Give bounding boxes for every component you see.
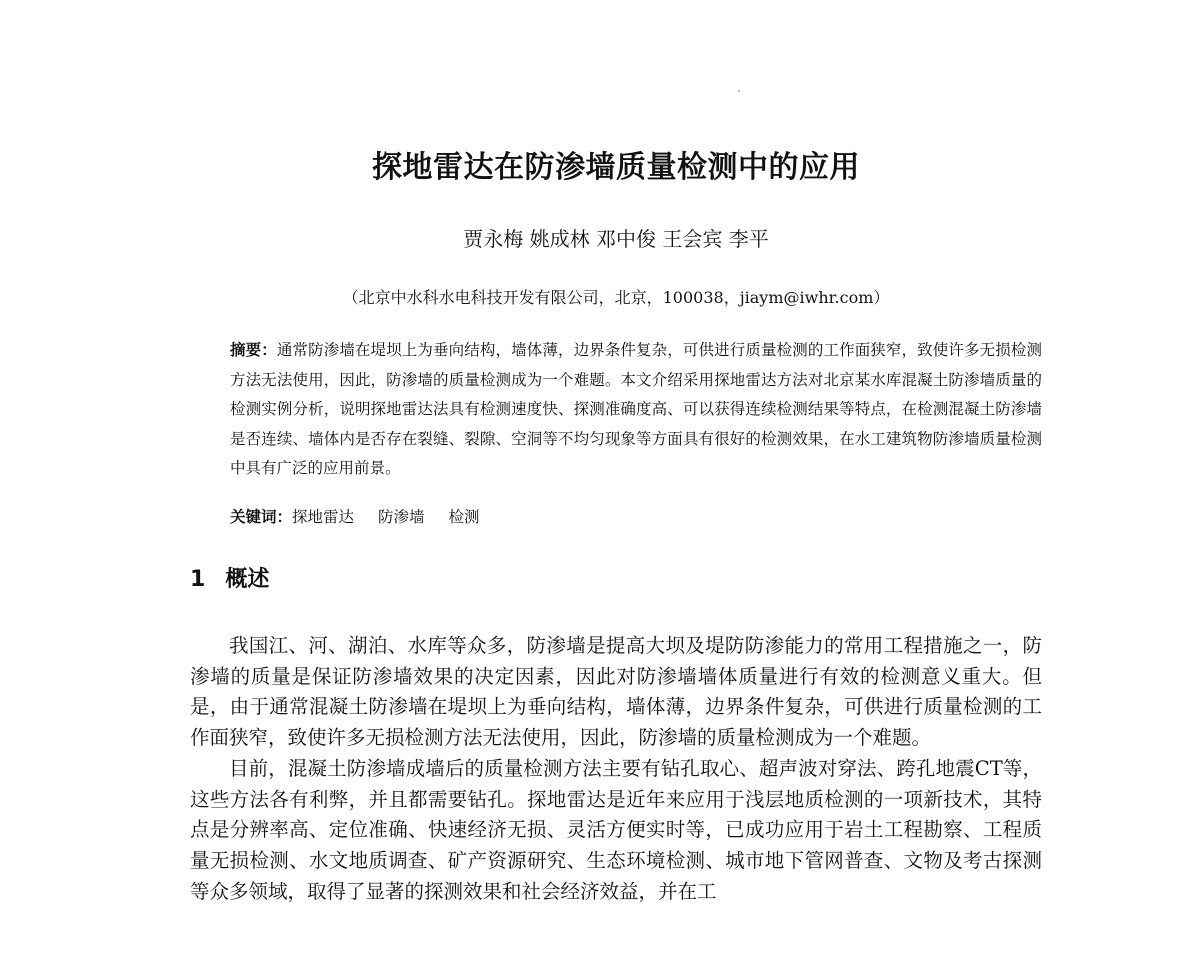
keywords-label: 关键词： [230, 508, 293, 526]
keyword-item: 探地雷达 [292, 508, 355, 526]
abstract-label: 摘要： [230, 341, 277, 359]
section-number: 1 [190, 567, 206, 592]
section-body [190, 631, 1042, 907]
section-title: 概述 [225, 567, 270, 592]
keyword-item: 防渗墙 [378, 508, 425, 526]
scan-speck [738, 90, 740, 92]
keywords [230, 503, 1042, 531]
body-paragraph: 我国江、河、湖泊、水库等众多，防渗墙是提高大坝及堤防防渗能力的常用工程措施之一，防渗墙的质量是保证防渗墙效果的决定因素，因此对防渗墙墙体质量进行有效的检测意义重大。但是，由于通常混凝土防渗墙在堤坝上为垂向结构，墙体薄，边界条件复杂，可供进行质量检测的工作面狭窄，致使许多无损检测方法无法使用，因此，防渗墙的质量检测成为一个难题。 [190, 634, 1042, 750]
abstract-text: 通常防渗墙在堤坝上为垂向结构，墙体薄，边界条件复杂，可供进行质量检测的工作面狭窄，致使许多无损检测方法无法使用，因此，防渗墙的质量检测成为一个难题。本文介绍采用探地雷达方法对北京某水库混凝土防渗墙质量的检测实例分析，说明探地雷达法具有检测速度快、探测准确度高、可以获得连续检测结果等特点，在检测混凝土防渗墙是否连续、墙体内是否存在裂缝、裂隙、空洞等不均匀现象等方面具有很好的检测效果，在水工建筑物防渗墙质量检测中具有广泛的应用前景。 [230, 341, 1042, 477]
body-paragraph: 目前，混凝土防渗墙成墙后的质量检测方法主要有钻孔取心、超声波对穿法、跨孔地震CT等，这些方法各有利弊，并且都需要钻孔。探地雷达是近年来应用于浅层地质检测的一项新技术，其特点是分辨率高、定位准确、快速经济无损、灵活方便实时等，已成功应用于岩土工程勘察、工程质量无损检测、水文地质调查、矿产资源研究、生态环境检测、城市地下管网普查、文物及考古探测等众多领域，取得了显著的探测效果和社会经济效益，并在工 [190, 756, 1042, 903]
keyword-item: 检测 [448, 508, 480, 526]
affiliation: （北京中水科水电科技开发有限公司，北京，100038，jiaym@iwhr.com） [342, 288, 890, 307]
paper-title: 探地雷达在防渗墙质量检测中的应用 [372, 150, 860, 185]
section-heading [190, 562, 269, 598]
author-list: 贾永梅 姚成林 邓中俊 王会宾 李平 [463, 227, 769, 251]
abstract [230, 336, 1042, 484]
